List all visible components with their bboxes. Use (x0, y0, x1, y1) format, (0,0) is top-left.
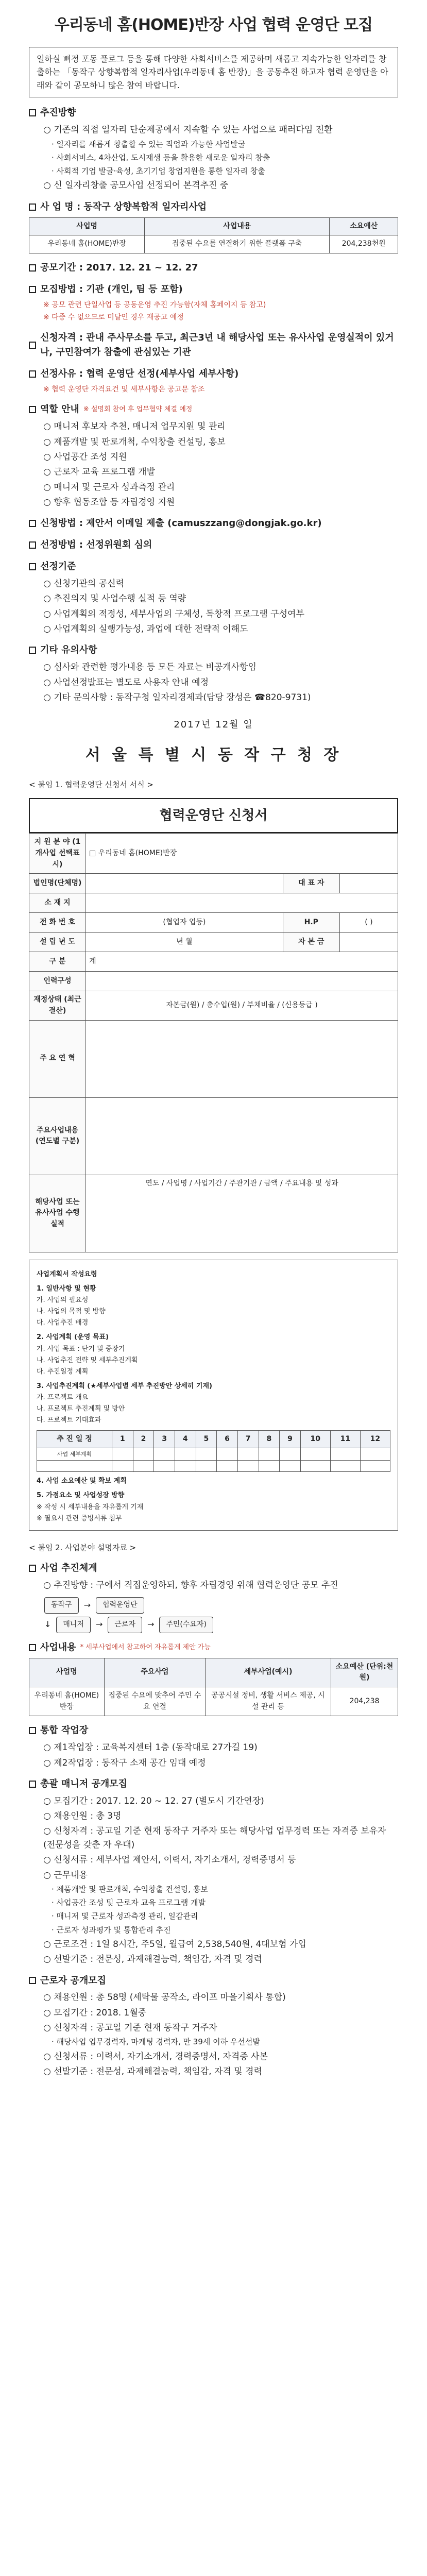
guide-heading: 사업계획서 작성요령 (37, 1270, 97, 1278)
section-etc-heading: 기타 유의사항 (29, 643, 398, 657)
table-header: 사업내용 (145, 217, 330, 235)
table-cell: 해당사업 또는 유사사업 수행실적 (29, 1175, 86, 1252)
manager-line: · 근로자 성과평가 및 통합관리 추진 (52, 1925, 171, 1935)
table-row (37, 1461, 390, 1472)
table-header: 사업명 (29, 1658, 105, 1687)
manager-line: · 제품개발 및 판로개척, 수익창출 컨설팅, 홍보 (52, 1884, 208, 1894)
worker-line: ○ 신청자격 : 공고일 기준 현재 동작구 거주자 (43, 2023, 217, 2033)
table-cell: 204,238천원 (330, 235, 398, 253)
flow-node: 협력운영단 (96, 1597, 144, 1614)
guide-line: 가. 사업의 필요성 (37, 1296, 89, 1304)
worker-line: ○ 신청서류 : 이력서, 자기소개서, 경력증명서, 자격증 사본 (43, 2051, 268, 2062)
square-bullet-icon (29, 1977, 36, 1984)
schedule-table (37, 1430, 390, 1472)
purpose-line: ○ 기존의 직접 일자리 단순제공에서 지속할 수 있는 사업으로 패러다임 전환 (43, 125, 333, 135)
flow-node: 매니저 (56, 1617, 91, 1633)
section-period-heading: 공모기간 : 2017. 12. 21 ~ 12. 27 (29, 261, 398, 275)
schedule-month: 9 (280, 1430, 301, 1448)
workplace-line: ○ 제2작업장 : 동작구 소재 공간 임대 예정 (43, 1757, 206, 1768)
table-cell: 사업 세부계획 (37, 1448, 112, 1461)
manager-line: ○ 모집기간 : 2017. 12. 20 ~ 12. 27 (별도시 기간연장) (43, 1795, 264, 1806)
table-cell: 계 (86, 952, 398, 972)
guide-block-heading: 2. 사업계획 (운영 목표) (37, 1333, 109, 1342)
square-bullet-icon (29, 286, 36, 293)
field-representative[interactable] (339, 874, 398, 893)
method-note: ※ 다중 수 없으므로 미달인 경우 재공고 예정 (43, 313, 184, 322)
square-bullet-icon (29, 1565, 36, 1572)
arrow-down-icon: ↓ (44, 1619, 52, 1630)
square-bullet-icon (29, 342, 36, 349)
section-content-heading: 사업내용 * 세부사업에서 참고하여 자유롭게 제안 가능 (29, 1640, 398, 1655)
role-item: ○ 근로자 교육 프로그램 개발 (43, 467, 156, 478)
table-header: 세부사업(예시) (205, 1658, 331, 1687)
guide-line: 다. 프로젝트 기대효과 (37, 1416, 101, 1425)
method-note: ※ 공모 관련 단일사업 등 공동운영 추진 가능함(자체 홈페이지 등 참고) (43, 300, 266, 309)
table-cell: 소 재 지 (29, 893, 86, 913)
schedule-month: 8 (259, 1430, 280, 1448)
schedule-month: 1 (112, 1430, 133, 1448)
field-phone[interactable]: (협업자 업등) (86, 913, 283, 933)
square-bullet-icon (29, 109, 36, 116)
square-bullet-icon (29, 520, 36, 527)
guide-footer-line: 5. 가점요소 및 사업성장 방향 (37, 1492, 125, 1500)
worker-line: · 해당사업 업무경력자, 마케팅 경력자, 만 39세 이하 우선선발 (52, 2037, 260, 2047)
field-support-area[interactable]: □ 우리동네 홈(HOME)반장 (86, 834, 398, 874)
table-row (37, 1448, 390, 1461)
table-row (29, 1097, 398, 1175)
application-title: 협력운영단 신청서 (29, 798, 398, 833)
table-row (29, 1020, 398, 1097)
field-org-name[interactable] (86, 874, 283, 893)
guide-line: 가. 사업 목표 : 단기 및 중장기 (37, 1345, 125, 1353)
table-cell: 자 본 금 (283, 933, 339, 952)
guide-footer-line: ※ 작성 시 세부내용을 자유롭게 기재 (37, 1503, 144, 1511)
worker-line: ○ 모집기간 : 2018. 1월중 (43, 2007, 147, 2018)
square-bullet-icon (29, 264, 36, 272)
criteria-item: ○ 신청기관의 공신력 (43, 579, 125, 589)
guide-block-heading: 3. 사업추진계획 (★세부사업별 세부 추진방안 상세히 기재) (37, 1382, 212, 1390)
field-history[interactable] (86, 1020, 398, 1097)
issuer-name: 서 울 특 별 시 동 작 구 청 장 (85, 746, 342, 765)
table-cell: 전 화 번 호 (29, 913, 86, 933)
manager-line: · 사업공간 조성 및 근로자 교육 프로그램 개발 (52, 1898, 206, 1908)
section-overview-heading: 사 업 명 : 동작구 상향복합적 일자리사업 (29, 200, 398, 214)
field-finance[interactable]: 자본금(원) / 총수입(원) / 부채비율 / (신용등급 ) (86, 991, 398, 1020)
criteria-item: ○ 추진의지 및 사업수행 실적 등 역량 (43, 594, 186, 604)
flow-node: 주민(수요자) (159, 1617, 213, 1633)
schedule-month: 3 (154, 1430, 175, 1448)
manager-line: ○ 채용인원 : 총 3명 (43, 1811, 122, 1822)
table-cell: 인력구성 (29, 972, 86, 991)
schedule-month: 10 (300, 1430, 330, 1448)
section-eval-heading: 선정방법 : 선정위원회 심의 (29, 538, 398, 552)
purpose-line: · 사회서비스, 4차산업, 도시재생 등을 활용한 새로운 일자리 창출 (52, 152, 270, 162)
square-bullet-icon (29, 204, 36, 211)
arrow-right-icon: → (147, 1619, 155, 1630)
table-cell: 주 요 연 혁 (29, 1020, 86, 1097)
guide-box (29, 1260, 398, 1531)
guide-line: 나. 사업의 목적 및 방향 (37, 1308, 106, 1316)
criteria-item: ○ 사업계획의 실행가능성, 과업에 대한 전략적 이해도 (43, 624, 248, 635)
content-table (29, 1658, 398, 1717)
table-row (29, 972, 398, 991)
square-bullet-icon (29, 1781, 36, 1788)
select-note: ※ 협력 운영단 자격요건 및 세부사항은 공고문 참조 (43, 385, 205, 394)
schedule-month: 2 (133, 1430, 154, 1448)
schedule-month: 12 (360, 1430, 390, 1448)
square-bullet-icon (29, 647, 36, 654)
table-header: 소요예산 (단위:천원) (331, 1658, 398, 1687)
table-row (29, 1687, 398, 1716)
guide-footer-line: 4. 사업 소요예산 및 확보 계획 (37, 1477, 127, 1485)
table-row (29, 235, 398, 253)
attachment-2-label: < 붙임 2. 사업분야 설명자료 > (29, 1543, 136, 1552)
attachment-1-label: < 붙임 1. 협력운영단 신청서 서식 > (29, 779, 153, 789)
section-role-heading: 역할 안내 ※ 설명회 참여 후 업무협약 체결 예정 (29, 402, 398, 417)
schedule-month: 5 (196, 1430, 217, 1448)
field-capital[interactable] (339, 933, 398, 952)
square-bullet-icon (29, 563, 36, 570)
etc-item: ○ 사업선정발표는 별도로 사용자 안내 예정 (43, 677, 209, 688)
guide-line: 다. 사업추진 배경 (37, 1319, 89, 1327)
purpose-line: ○ 신 일자리창출 공모사업 선정되어 본격추진 중 (43, 180, 229, 191)
guide-line: 나. 프로젝트 추진계획 및 방안 (37, 1405, 125, 1413)
field-track-record[interactable]: 연도 / 사업명 / 사업기간 / 주관기관 / 금액 / 주요내용 및 성과 (86, 1175, 398, 1252)
table-row (29, 874, 398, 893)
manager-line: · 매니저 및 근로자 성과측정 관리, 일감관리 (52, 1911, 198, 1921)
flow-node: 근로자 (108, 1617, 142, 1633)
schedule-month: 7 (237, 1430, 259, 1448)
guide-line: 가. 프로젝트 개요 (37, 1394, 89, 1402)
square-bullet-icon (29, 541, 36, 549)
table-row (29, 991, 398, 1020)
guide-block-heading: 1. 일반사항 및 현황 (37, 1284, 96, 1293)
schedule-month: 6 (217, 1430, 238, 1448)
table-cell: 구 분 (29, 952, 86, 972)
field-staff[interactable] (86, 972, 398, 991)
section-workplace-heading: 통합 작업장 (29, 1723, 398, 1738)
table-cell: 204,238 (331, 1687, 398, 1716)
manager-line: ○ 선발기준 : 전문성, 과제해결능력, 책임감, 자격 및 경력 (43, 1954, 262, 1965)
purpose-line: · 일자리를 새롭게 창출할 수 있는 직업과 가능한 사업발굴 (52, 139, 246, 149)
table-header: 소요예산 (330, 217, 398, 235)
manager-line: ○ 근무내용 (43, 1870, 88, 1880)
schedule-month: 11 (330, 1430, 360, 1448)
section-select-heading: 선정사유 : 협력 운영단 선정(세부사업 세부사항) (29, 367, 398, 381)
table-row (29, 933, 398, 952)
table-row (29, 913, 398, 933)
schedule-label: 추 진 일 정 (37, 1430, 112, 1448)
section-manager-heading: 총괄 매니저 공개모집 (29, 1777, 398, 1791)
page-title: 우리동네 홈(HOME)반장 사업 협력 운영단 모집 (54, 16, 373, 34)
table-cell: 주요사업내용 (연도별 구분) (29, 1097, 86, 1175)
table-header: 사업명 (29, 217, 145, 235)
section-system-heading: 사업 추진체계 (29, 1561, 398, 1575)
schedule-month: 4 (175, 1430, 196, 1448)
manager-line: ○ 신청자격 : 공고일 기준 현재 동작구 거주자 또는 해당사업 업무경력 또는 자격증 보유자 (전문성을 갖춘 자 우대) (43, 1826, 386, 1850)
table-row (29, 1175, 398, 1252)
table-cell: 집중된 수요를 연결하기 위한 플랫폼 구축 (145, 235, 330, 253)
workplace-line: ○ 제1작업장 : 교육복지센터 1층 (동작대로 27가길 19) (43, 1742, 258, 1753)
worker-line: ○ 채용인원 : 총 58명 (세탁물 공작소, 라이프 마을기획사 통합) (43, 1992, 286, 2003)
section-criteria-heading: 선정기준 (29, 560, 398, 574)
table-row (29, 893, 398, 913)
section-worker-heading: 근로자 공개모집 (29, 1974, 398, 1988)
table-cell: 법인명(단체명) (29, 874, 86, 893)
section-apply-heading: 신청방법 : 제안서 이메일 제출 (camuszzang@dongjak.go.kr) (29, 516, 398, 531)
table-row (29, 834, 398, 874)
field-address[interactable] (86, 893, 398, 913)
role-item: ○ 사업공간 조성 지원 (43, 451, 127, 462)
purpose-line: · 사회적 기업 발굴·육성, 초기기업 창업지원을 통한 일자리 창출 (52, 166, 265, 176)
org-flow-diagram (44, 1597, 398, 1633)
role-item: ○ 매니저 및 근로자 성과측정 관리 (43, 482, 175, 493)
arrow-right-icon: → (83, 1600, 91, 1610)
field-mobile[interactable]: ( ) (339, 913, 398, 933)
role-item: ○ 제품개발 및 판로개척, 수익창출 컨설팅, 홍보 (43, 436, 226, 447)
guide-line: 다. 추진일정 계획 (37, 1367, 89, 1376)
table-cell (37, 1461, 112, 1472)
table-cell: H.P (283, 913, 339, 933)
table-cell: 공공시설 정비, 생활 서비스 제공, 시설 관리 등 (205, 1687, 331, 1716)
etc-item: ○ 심사와 관련한 평가내용 등 모든 자료는 비공개사항임 (43, 662, 257, 673)
field-founded[interactable]: 년 월 (86, 933, 283, 952)
guide-footer-line: ※ 필요시 관련 증빙서류 첨부 (37, 1514, 122, 1522)
worker-line: ○ 선발기준 : 전문성, 과제해결능력, 책임감, 자격 및 경력 (43, 2066, 262, 2077)
role-item: ○ 향후 협동조합 등 자립경영 지원 (43, 497, 175, 507)
system-lead: ○ 추진방향 : 구에서 직접운영하되, 향후 자립경영 위해 협력운영단 공모 추진 (43, 1580, 338, 1590)
section-qualification-heading: 신청자격 : 관내 주사무소를 두고, 최근3년 내 해당사업 또는 유사사업 운영실적이 있거나, 구민참여가 참출에 관심있는 기관 (29, 331, 398, 360)
square-bullet-icon (29, 1644, 36, 1651)
table-cell: 재정상태 (최근 결산) (29, 991, 86, 1020)
application-table (29, 833, 398, 1252)
square-bullet-icon (29, 370, 36, 378)
overview-table (29, 217, 398, 253)
role-item: ○ 매니저 후보자 추천, 매니저 업무지원 및 관리 (43, 421, 226, 432)
table-cell: 집중된 수요에 맞추어 주민 수요 연결 (104, 1687, 205, 1716)
table-header: 주요사업 (104, 1658, 205, 1687)
guide-line: 나. 사업추진 전략 및 세부추진계획 (37, 1356, 138, 1364)
section-purpose-heading: 추진방향 (29, 106, 398, 120)
table-cell: 설 립 년 도 (29, 933, 86, 952)
etc-item: ○ 기타 문의사항 : 동작구청 일자리경제과(담당 장성은 ☎820-9731) (43, 692, 311, 703)
square-bullet-icon (29, 406, 36, 413)
issue-date: 2017년 12월 일 (174, 719, 253, 731)
manager-line: ○ 신청서류 : 세부사업 제안서, 이력서, 자기소개서, 경력증명서 등 (43, 1855, 296, 1866)
intro-box: 일하실 뻐정 포동 플로그 등을 통해 다양한 사회서비스를 제공하며 새롭고 지속가능한 일자리를 창출하는 「동작구 상향복합적 일자리사업(우리동네 홈 반장)」을 공동추진 하고자 협력 운영단을 아래와 같이 공모하니 많은 참여 바랍니다. (29, 47, 398, 98)
square-bullet-icon (29, 1727, 36, 1734)
section-method-heading: 모집방법 : 기관 (개인, 팀 등 포함) (29, 282, 398, 297)
table-cell: 우리동네 홈(HOME)반장 (29, 1687, 105, 1716)
criteria-item: ○ 사업계획의 적정성, 세부사업의 구체성, 독창적 프로그램 구성여부 (43, 608, 304, 619)
flow-node: 동작구 (44, 1597, 79, 1614)
table-cell: 지 원 분 야 (1개사업 선택표시) (29, 834, 86, 874)
table-cell: 우리동네 홈(HOME)반장 (29, 235, 145, 253)
manager-line: ○ 근로조건 : 1일 8시간, 주5일, 월급여 2,538,540원, 4대보험 가입 (43, 1939, 306, 1950)
field-main-business[interactable] (86, 1097, 398, 1175)
table-row (29, 952, 398, 972)
table-cell: 대 표 자 (283, 874, 339, 893)
arrow-right-icon: → (95, 1619, 103, 1630)
